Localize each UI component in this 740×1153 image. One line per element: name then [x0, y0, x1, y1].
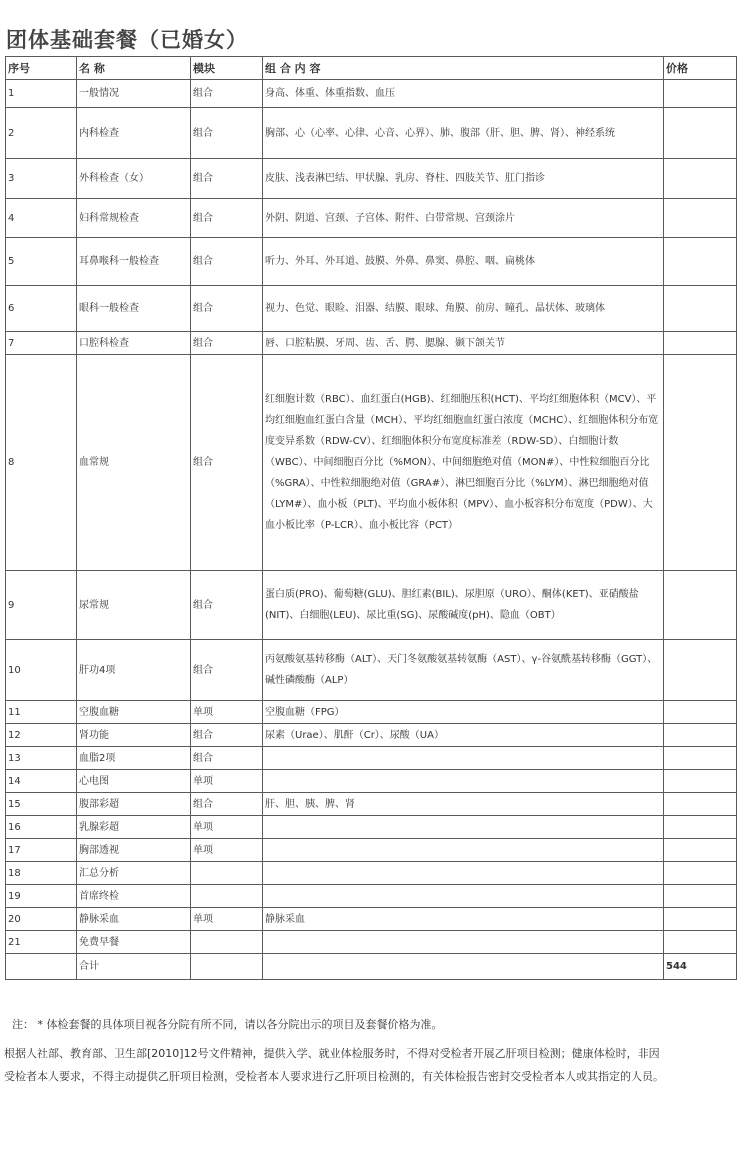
table-row — [6, 724, 737, 747]
cell-name: 内科检查 — [77, 108, 191, 159]
cell-module: 组合 — [191, 640, 263, 701]
cell-no: 7 — [6, 332, 77, 355]
cell-name: 静脉采血 — [77, 908, 191, 931]
cell-no: 14 — [6, 770, 77, 793]
cell-content — [263, 954, 664, 980]
package-table — [5, 56, 737, 980]
cell-module — [191, 931, 263, 954]
cell-price — [664, 862, 737, 885]
cell-name: 乳腺彩超 — [77, 816, 191, 839]
cell-module — [191, 954, 263, 980]
cell-no: 16 — [6, 816, 77, 839]
cell-price — [664, 747, 737, 770]
table-row — [6, 885, 737, 908]
cell-content — [263, 885, 664, 908]
table-row — [6, 862, 737, 885]
cell-name: 肾功能 — [77, 724, 191, 747]
policy-text: 根据人社部、教育部、卫生部[2010]12号文件精神，提供入学、就业体检服务时，不得对受检者开展乙肝项目检测；健康体检时，非因受检者本人要求，不得主动提供乙肝项目检测，受检者本人要求进行乙肝项目检测的，有关体检报告密封交受检者本人或其指定的人员。 — [4, 1047, 664, 1083]
cell-name: 胸部透视 — [77, 839, 191, 862]
cell-module: 单项 — [191, 839, 263, 862]
cell-module: 组合 — [191, 159, 263, 199]
cell-price — [664, 885, 737, 908]
table-row — [6, 571, 737, 640]
cell-content: 唇、口腔粘膜、牙周、齿、舌、腭、腮腺、颞下颌关节 — [263, 332, 664, 355]
cell-module: 组合 — [191, 238, 263, 286]
cell-name: 妇科常规检查 — [77, 199, 191, 238]
cell-module: 组合 — [191, 571, 263, 640]
cell-name: 耳鼻喉科一般检查 — [77, 238, 191, 286]
cell-no: 1 — [6, 80, 77, 108]
cell-price — [664, 640, 737, 701]
cell-content: 外阴、阴道、宫颈、子宫体、附件、白带常规、宫颈涂片 — [263, 199, 664, 238]
table-row — [6, 770, 737, 793]
cell-no: 17 — [6, 839, 77, 862]
cell-price — [664, 816, 737, 839]
cell-price — [664, 724, 737, 747]
cell-content — [263, 747, 664, 770]
cell-name: 汇总分析 — [77, 862, 191, 885]
table-row — [6, 159, 737, 199]
table-row — [6, 332, 737, 355]
cell-price — [664, 159, 737, 199]
cell-no: 9 — [6, 571, 77, 640]
cell-name: 心电图 — [77, 770, 191, 793]
table-row — [6, 108, 737, 159]
total-price: 544 — [664, 954, 737, 980]
cell-module: 组合 — [191, 199, 263, 238]
cell-price — [664, 80, 737, 108]
table-total-row — [6, 954, 737, 980]
cell-module: 单项 — [191, 908, 263, 931]
table-row — [6, 640, 737, 701]
cell-module: 单项 — [191, 701, 263, 724]
cell-module: 单项 — [191, 816, 263, 839]
table-row — [6, 908, 737, 931]
cell-name: 外科检查（女） — [77, 159, 191, 199]
cell-price — [664, 332, 737, 355]
cell-no: 18 — [6, 862, 77, 885]
cell-content: 身高、体重、体重指数、血压 — [263, 80, 664, 108]
cell-name: 血常规 — [77, 355, 191, 571]
cell-no: 21 — [6, 931, 77, 954]
cell-content: 丙氨酸氨基转移酶（ALT）、天门冬氨酸氨基转氨酶（AST）、γ-谷氨酰基转移酶（GGT）、碱性磷酸酶（ALP） — [263, 640, 664, 701]
cell-module: 组合 — [191, 793, 263, 816]
cell-content — [263, 770, 664, 793]
table-row — [6, 816, 737, 839]
cell-no: 20 — [6, 908, 77, 931]
cell-no: 19 — [6, 885, 77, 908]
cell-module: 单项 — [191, 770, 263, 793]
cell-name: 一般情况 — [77, 80, 191, 108]
cell-content: 尿素（Urae）、肌酐（Cr）、尿酸（UA） — [263, 724, 664, 747]
cell-module: 组合 — [191, 724, 263, 747]
table-row — [6, 839, 737, 862]
cell-no: 2 — [6, 108, 77, 159]
cell-price — [664, 839, 737, 862]
header-no: 序号 — [6, 57, 77, 80]
cell-module: 组合 — [191, 286, 263, 332]
header-content: 组 合 内 容 — [263, 57, 664, 80]
cell-price — [664, 108, 737, 159]
table-header-row — [6, 57, 737, 80]
notes-section — [4, 1013, 664, 1088]
cell-content: 皮肤、浅表淋巴结、甲状腺、乳房、脊柱、四肢关节、肛门指诊 — [263, 159, 664, 199]
cell-price — [664, 793, 737, 816]
cell-no: 8 — [6, 355, 77, 571]
footnote: 注： * 体检套餐的具体项目视各分院有所不同，请以各分院出示的项目及套餐价格为准。 — [12, 1018, 443, 1031]
cell-no: 11 — [6, 701, 77, 724]
cell-name: 眼科一般检查 — [77, 286, 191, 332]
cell-no: 12 — [6, 724, 77, 747]
table-row — [6, 931, 737, 954]
cell-module: 组合 — [191, 108, 263, 159]
page-title: 团体基础套餐（已婚女） — [6, 28, 248, 52]
header-module: 模块 — [191, 57, 263, 80]
cell-no: 6 — [6, 286, 77, 332]
cell-price — [664, 286, 737, 332]
cell-module — [191, 862, 263, 885]
cell-price — [664, 931, 737, 954]
cell-module: 组合 — [191, 332, 263, 355]
cell-content — [263, 839, 664, 862]
cell-content — [263, 931, 664, 954]
total-label: 合计 — [77, 954, 191, 980]
cell-name: 尿常规 — [77, 571, 191, 640]
cell-content: 肝、胆、胰、脾、肾 — [263, 793, 664, 816]
cell-module — [191, 885, 263, 908]
cell-no: 4 — [6, 199, 77, 238]
cell-content: 静脉采血 — [263, 908, 664, 931]
table-row — [6, 199, 737, 238]
cell-name: 肝功4项 — [77, 640, 191, 701]
cell-module: 组合 — [191, 747, 263, 770]
cell-price — [664, 571, 737, 640]
cell-content: 视力、色觉、眼睑、泪器、结膜、眼球、角膜、前房、瞳孔、晶状体、玻璃体 — [263, 286, 664, 332]
cell-name: 口腔科检查 — [77, 332, 191, 355]
cell-no: 10 — [6, 640, 77, 701]
cell-no: 5 — [6, 238, 77, 286]
cell-name: 首席终检 — [77, 885, 191, 908]
cell-module: 组合 — [191, 80, 263, 108]
table-row — [6, 793, 737, 816]
cell-name: 空腹血糖 — [77, 701, 191, 724]
cell-no: 13 — [6, 747, 77, 770]
cell-price — [664, 238, 737, 286]
table-row — [6, 701, 737, 724]
table-row — [6, 286, 737, 332]
table-row — [6, 238, 737, 286]
cell-content: 红细胞计数（RBC）、血红蛋白(HGB)、红细胞压积(HCT)、平均红细胞体积（MCV）、平均红细胞血红蛋白含量（MCH）、平均红细胞血红蛋白浓度（MCHC）、红细胞体积分布宽度变异系数（RDW-CV）、红细胞体积分布宽度标准差（RDW-SD）、白细胞计数（WBC）、中间细胞百分比（%MON）、中间细胞绝对值（MON#）、中性粒细胞百分比（%GRA）、中性粒细胞绝对值（GRA#）、淋巴细胞百分比（%LYM）、淋巴细胞绝对值（LYM#）、血小板（PLT)、平均血小板体积（MPV）、血小板容积分布宽度（PDW）、大血小板比率（P-LCR）、血小板比容（PCT） — [263, 355, 664, 571]
header-name: 名 称 — [77, 57, 191, 80]
cell-content: 听力、外耳、外耳道、鼓膜、外鼻、鼻窦、鼻腔、咽、扁桃体 — [263, 238, 664, 286]
table-row — [6, 80, 737, 108]
cell-content: 空腹血糖（FPG） — [263, 701, 664, 724]
cell-no: 15 — [6, 793, 77, 816]
cell-price — [664, 199, 737, 238]
cell-name: 腹部彩超 — [77, 793, 191, 816]
header-price: 价格 — [664, 57, 737, 80]
cell-price — [664, 701, 737, 724]
table-row — [6, 747, 737, 770]
cell-price — [664, 908, 737, 931]
cell-no: 3 — [6, 159, 77, 199]
cell-content: 蛋白质(PRO)、葡萄糖(GLU)、胆红素(BIL)、尿胆原（URO）、酮体(KET)、亚硝酸盐(NIT)、白细胞(LEU)、尿比重(SG)、尿酸碱度(pH)、隐血（OBT） — [263, 571, 664, 640]
cell-content: 胸部、心（心率、心律、心音、心界）、肺、腹部（肝、胆、脾、肾）、神经系统 — [263, 108, 664, 159]
table-row — [6, 355, 737, 571]
cell-no — [6, 954, 77, 980]
cell-module: 组合 — [191, 355, 263, 571]
cell-price — [664, 770, 737, 793]
cell-content — [263, 816, 664, 839]
cell-name: 血脂2项 — [77, 747, 191, 770]
cell-content — [263, 862, 664, 885]
cell-name: 免费早餐 — [77, 931, 191, 954]
cell-price — [664, 355, 737, 571]
